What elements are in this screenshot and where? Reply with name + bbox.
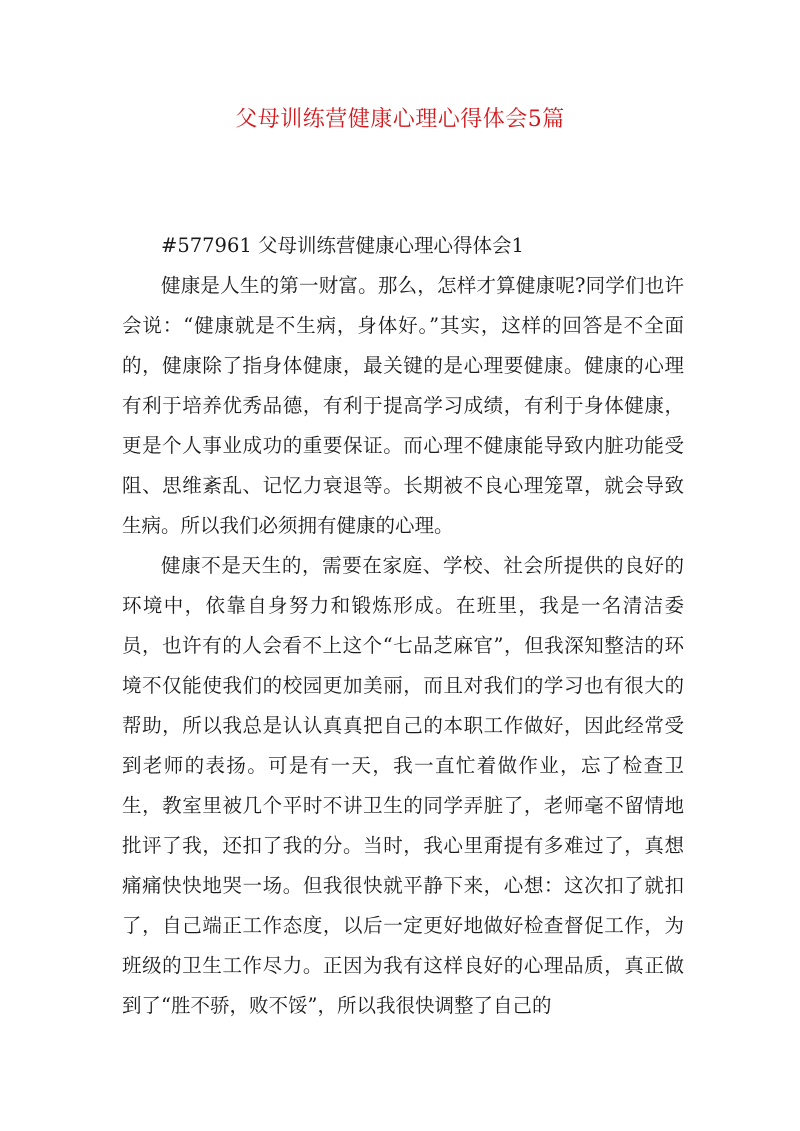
paragraph-1: 健康是人生的第一财富。那么，怎样才算健康呢?同学们也许会说：“健康就是不生病，身体好。”其实，这样的回答是不全面的，健康除了指身体健康，最关键的是心理要健康。健康的心理有利于培养优秀品德，有利于提高学习成绩，有利于身体健康，更是个人事业成功的重要保证。而心理不健康能导致内脏功能受阻、思维紊乱、记忆力衰退等。长期被不良心理笼罩，就会导致生病。所以我们必须拥有健康的心理。 [122, 274, 684, 537]
document-body [122, 226, 684, 1026]
document-title: 父母训练营健康心理心得体会5篇 [235, 107, 565, 132]
paragraph-2: 健康不是天生的，需要在家庭、学校、社会所提供的良好的环境中，依靠自身努力和锻炼形成。在班里，我是一名清洁委员，也许有的人会看不上这个“七品芝麻官”，但我深知整洁的环境不仅能使我们的校园更加美丽，而且对我们的学习也有很大的帮助，所以我总是认认真真把自己的本职工作做好，因此经常受到老师的表扬。可是有一天，我一直忙着做作业，忘了检查卫生，教室里被几个平时不讲卫生的同学弄脏了，老师毫不留情地批评了我，还扣了我的分。当时，我心里甭提有多难过了，真想痛痛快快地哭一场。但我很快就平静下来，心想：这次扣了就扣了，自己端正工作态度，以后一定更好地做好检查督促工作，为班级的卫生工作尽力。正因为我有这样良好的心理品质，真正做到了“胜不骄，败不馁”，所以我很快调整了自己的 [122, 554, 684, 1017]
section-heading: #577961 父母训练营健康心理心得体会1 [161, 234, 524, 257]
